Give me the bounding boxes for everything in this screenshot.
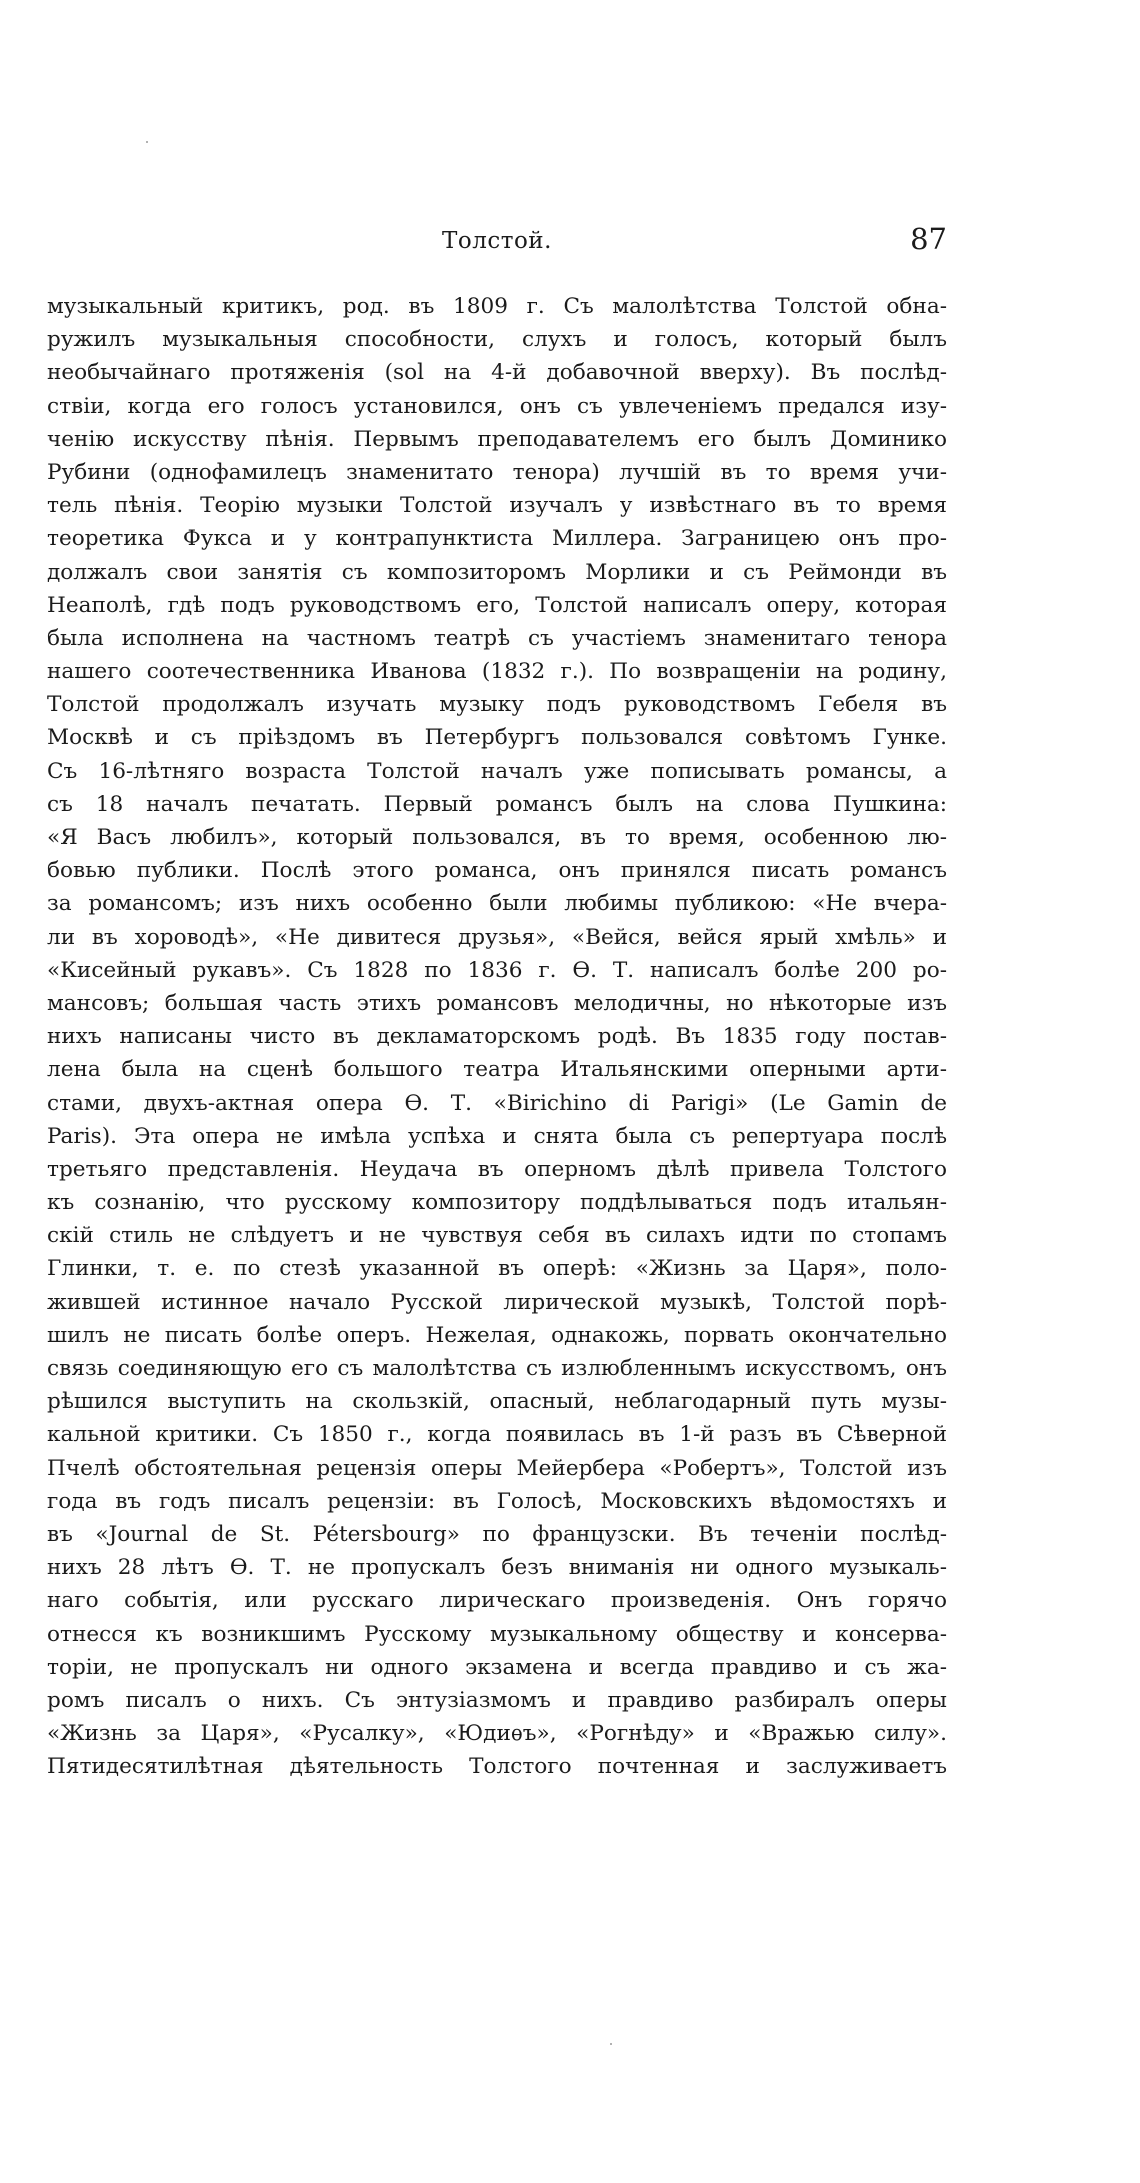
text-line: Глинки, т. е. по стезѣ указанной въ оперѣ: «Жизнь за Царя», поло- [47, 1256, 947, 1282]
text-line: была исполнена на частномъ театрѣ съ участіемъ знаменитаго тенора [47, 625, 947, 651]
text-line: нихъ написаны чисто въ декламаторскомъ родѣ. Въ 1835 году постав- [47, 1024, 947, 1050]
text-line: Москвѣ и съ пріѣздомъ въ Петербургъ пользовался совѣтомъ Гунке. [47, 725, 947, 751]
text-line: стами, двухъ-актная опера Ѳ. Т. «Birichino di Parigi» (Le Gamin de [47, 1090, 947, 1116]
text-line: третьяго представленія. Неудача въ оперномъ дѣлѣ привела Толстого [47, 1156, 947, 1182]
text-line: музыкальный критикъ, род. въ 1809 г. Съ малолѣтства Толстой обна- [47, 294, 947, 319]
text-line: за романсомъ; изъ нихъ особенно были любимы публикою: «Не вчера- [47, 891, 947, 917]
text-line: Съ 16-лѣтняго возраста Толстой началъ уже пописывать романсы, а [47, 758, 947, 784]
body-text [47, 290, 947, 1783]
paper-speck [146, 141, 148, 143]
paper-speck [610, 2043, 612, 2045]
text-line: ствіи, когда его голосъ установился, онъ съ увлеченіемъ предался изу- [47, 393, 947, 419]
text-line: рѣшился выступить на скользкій, опасный, неблагодарный путь музы- [47, 1389, 947, 1415]
page-number: 87 [910, 222, 947, 256]
text-line: наго событія, или русскаго лирическаго произведенія. Онъ горячо [47, 1588, 947, 1614]
text-line: должалъ свои занятія съ композиторомъ Морлики и съ Реймонди въ [47, 559, 947, 585]
text-line: кальной критики. Съ 1850 г., когда появилась въ 1-й разъ въ Сѣверной [47, 1422, 947, 1448]
text-line: бовью публики. Послѣ этого романса, онъ принялся писать романсъ [47, 858, 947, 884]
running-title: Толстой. [442, 228, 552, 254]
text-line: къ сознанію, что русскому композитору поддѣлываться подъ итальян- [47, 1190, 947, 1216]
text-line: Пятидесятилѣтная дѣятельность Толстого почтенная и заслуживаетъ [47, 1754, 947, 1780]
text-line: ружилъ музыкальныя способности, слухъ и голосъ, который былъ [47, 327, 947, 353]
text-line: «Я Васъ любилъ», который пользовался, въ то время, особенною лю- [47, 825, 947, 850]
text-line: года въ годъ писалъ рецензіи: въ Голосѣ, Московскихъ вѣдомостяхъ и [47, 1488, 947, 1514]
text-line: нихъ 28 лѣтъ Ѳ. Т. не пропускалъ безъ вниманія ни одного музыкаль- [47, 1555, 947, 1581]
text-line: скій стиль не слѣдуетъ и не чувствуя себя въ силахъ идти по стопамъ [47, 1223, 947, 1249]
text-line: связь соединяющую его съ малолѣтства съ излюбленнымъ искусствомъ, онъ [47, 1356, 947, 1381]
page-header [47, 222, 947, 262]
text-line: «Жизнь за Царя», «Русалку», «Юдиѳъ», «Рогнѣду» и «Вражью силу». [47, 1721, 947, 1747]
text-line: Неаполѣ, гдѣ подъ руководствомъ его, Толстой написалъ оперу, которая [47, 592, 947, 618]
text-line: жившей истинное начало Русской лирической музыкѣ, Толстой порѣ- [47, 1289, 947, 1315]
text-line: въ «Journal de St. Pétersbourg» по французски. Въ теченіи послѣд- [47, 1521, 947, 1547]
text-line: отнесся къ возникшимъ Русскому музыкальному обществу и консерва- [47, 1621, 947, 1647]
text-line: лена была на сценѣ большого театра Итальянскими оперными арти- [47, 1057, 947, 1083]
text-line: теоретика Фукса и у контрапунктиста Миллера. Заграницею онъ про- [47, 526, 947, 552]
text-line: тель пѣнія. Теорію музыки Толстой изучалъ у извѣстнаго въ то время [47, 493, 947, 519]
text-line: ли въ хороводѣ», «Не дивитеся друзья», «Вейся, вейся ярый хмѣль» и [47, 924, 947, 950]
text-line: мансовъ; большая часть этихъ романсовъ мелодичны, но нѣкоторые изъ [47, 990, 947, 1016]
text-line: Толстой продолжалъ изучать музыку подъ руководствомъ Гебеля въ [47, 692, 947, 718]
text-line: «Кисейный рукавъ». Съ 1828 по 1836 г. Ѳ. Т. написалъ болѣе 200 ро- [47, 957, 947, 983]
text-line: торіи, не пропускалъ ни одного экзамена и всегда правдиво и съ жа- [47, 1654, 947, 1680]
text-line: ромъ писалъ о нихъ. Съ энтузіазмомъ и правдиво разбиралъ оперы [47, 1687, 947, 1713]
text-line: Пчелѣ обстоятельная рецензія оперы Мейербера «Робертъ», Толстой изъ [47, 1455, 947, 1481]
text-line: необычайнаго протяженія (sol на 4-й добавочной вверху). Въ послѣд- [47, 360, 947, 386]
text-line: нашего соотечественника Иванова (1832 г.). По возвращеніи на родину, [47, 659, 947, 685]
text-line: ченію искусству пѣнія. Первымъ преподавателемъ его былъ Доминико [47, 426, 947, 452]
text-line: шилъ не писать болѣе оперъ. Нежелая, однакожь, порвать окончательно [47, 1322, 947, 1348]
text-line: съ 18 началъ печатать. Первый романсъ былъ на слова Пушкина: [47, 791, 947, 817]
text-line: Рубини (однофамилецъ знаменитато тенора) лучшій въ то время учи- [47, 459, 947, 485]
text-line: Paris). Эта опера не имѣла успѣха и снята была съ репертуара послѣ [47, 1123, 947, 1149]
